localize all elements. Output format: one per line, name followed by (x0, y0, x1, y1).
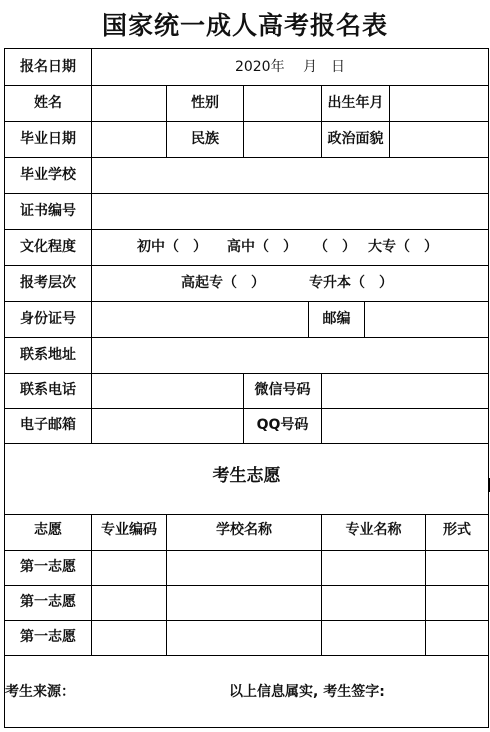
row-divider (5, 514, 488, 515)
education-option-college[interactable]: 大专（ ） (368, 239, 438, 255)
row-divider (5, 157, 488, 158)
birth-label: 出生年月 (327, 95, 384, 111)
address-label: 联系地址 (20, 347, 76, 363)
row-divider (5, 121, 488, 122)
ethnicity-label: 民族 (191, 131, 219, 147)
row-divider (5, 301, 488, 302)
wish-row-label: 第一志愿 (20, 594, 76, 610)
reg-date-value[interactable]: 2020年 月 日 (234, 59, 346, 75)
row-divider (5, 585, 488, 586)
postal-code-label: 邮编 (322, 311, 351, 327)
signature-declaration: 以上信息属实, 考生签字: (229, 684, 385, 700)
school-label: 毕业学校 (20, 167, 76, 183)
applicant-source-label: 考生来源： (5, 684, 75, 700)
column-divider (389, 85, 390, 157)
education-label: 文化程度 (20, 239, 76, 255)
level-label: 报考层次 (20, 275, 76, 291)
row-divider (5, 550, 488, 551)
column-divider (321, 373, 322, 443)
row-divider (5, 193, 488, 194)
political-label: 政治面貌 (327, 131, 384, 147)
id-number-label: 身份证号 (20, 311, 76, 327)
education-option-junior[interactable]: 初中（ ） (137, 239, 207, 255)
phone-label: 联系电话 (20, 382, 76, 398)
grad-date-label: 毕业日期 (20, 131, 76, 147)
row-divider (5, 373, 488, 374)
wishes-header-major-code: 专业编码 (101, 522, 157, 538)
row-divider (5, 229, 488, 230)
row-divider (5, 655, 488, 656)
row-divider (5, 443, 488, 444)
column-divider (243, 85, 244, 157)
gender-label: 性别 (191, 95, 219, 111)
registration-form (4, 48, 489, 728)
cert-label: 证书编号 (20, 203, 76, 219)
wishes-header-choice: 志愿 (34, 522, 62, 538)
wechat-label: 微信号码 (254, 382, 311, 398)
form-title: 国家统一成人高考报名表 (101, 11, 388, 40)
row-divider (5, 337, 488, 338)
row-divider (5, 620, 488, 621)
qq-label: QQ号码 (256, 417, 309, 433)
wish-row-label: 第一志愿 (20, 629, 76, 645)
wishes-header-major-name: 专业名称 (345, 522, 402, 538)
column-divider (364, 301, 365, 337)
column-divider (91, 49, 92, 443)
level-option-college-to-bachelor[interactable]: 专升本（ ） (309, 275, 393, 291)
row-divider (5, 265, 488, 266)
level-option-hs-to-college[interactable]: 高起专（ ） (181, 275, 265, 291)
email-label: 电子邮箱 (20, 417, 76, 433)
wishes-header-form: 形式 (443, 522, 471, 538)
row-divider (5, 85, 488, 86)
wish-row-label: 第一志愿 (20, 559, 76, 575)
education-option-senior[interactable]: 高中（ ） (227, 239, 297, 255)
wishes-header-school-name: 学校名称 (216, 522, 272, 538)
education-option-blank[interactable]: （ ） (314, 239, 356, 255)
reg-date-label: 报名日期 (20, 59, 76, 75)
wishes-section-title: 考生志愿 (212, 466, 281, 486)
row-divider (5, 408, 488, 409)
name-label: 姓名 (34, 95, 62, 111)
